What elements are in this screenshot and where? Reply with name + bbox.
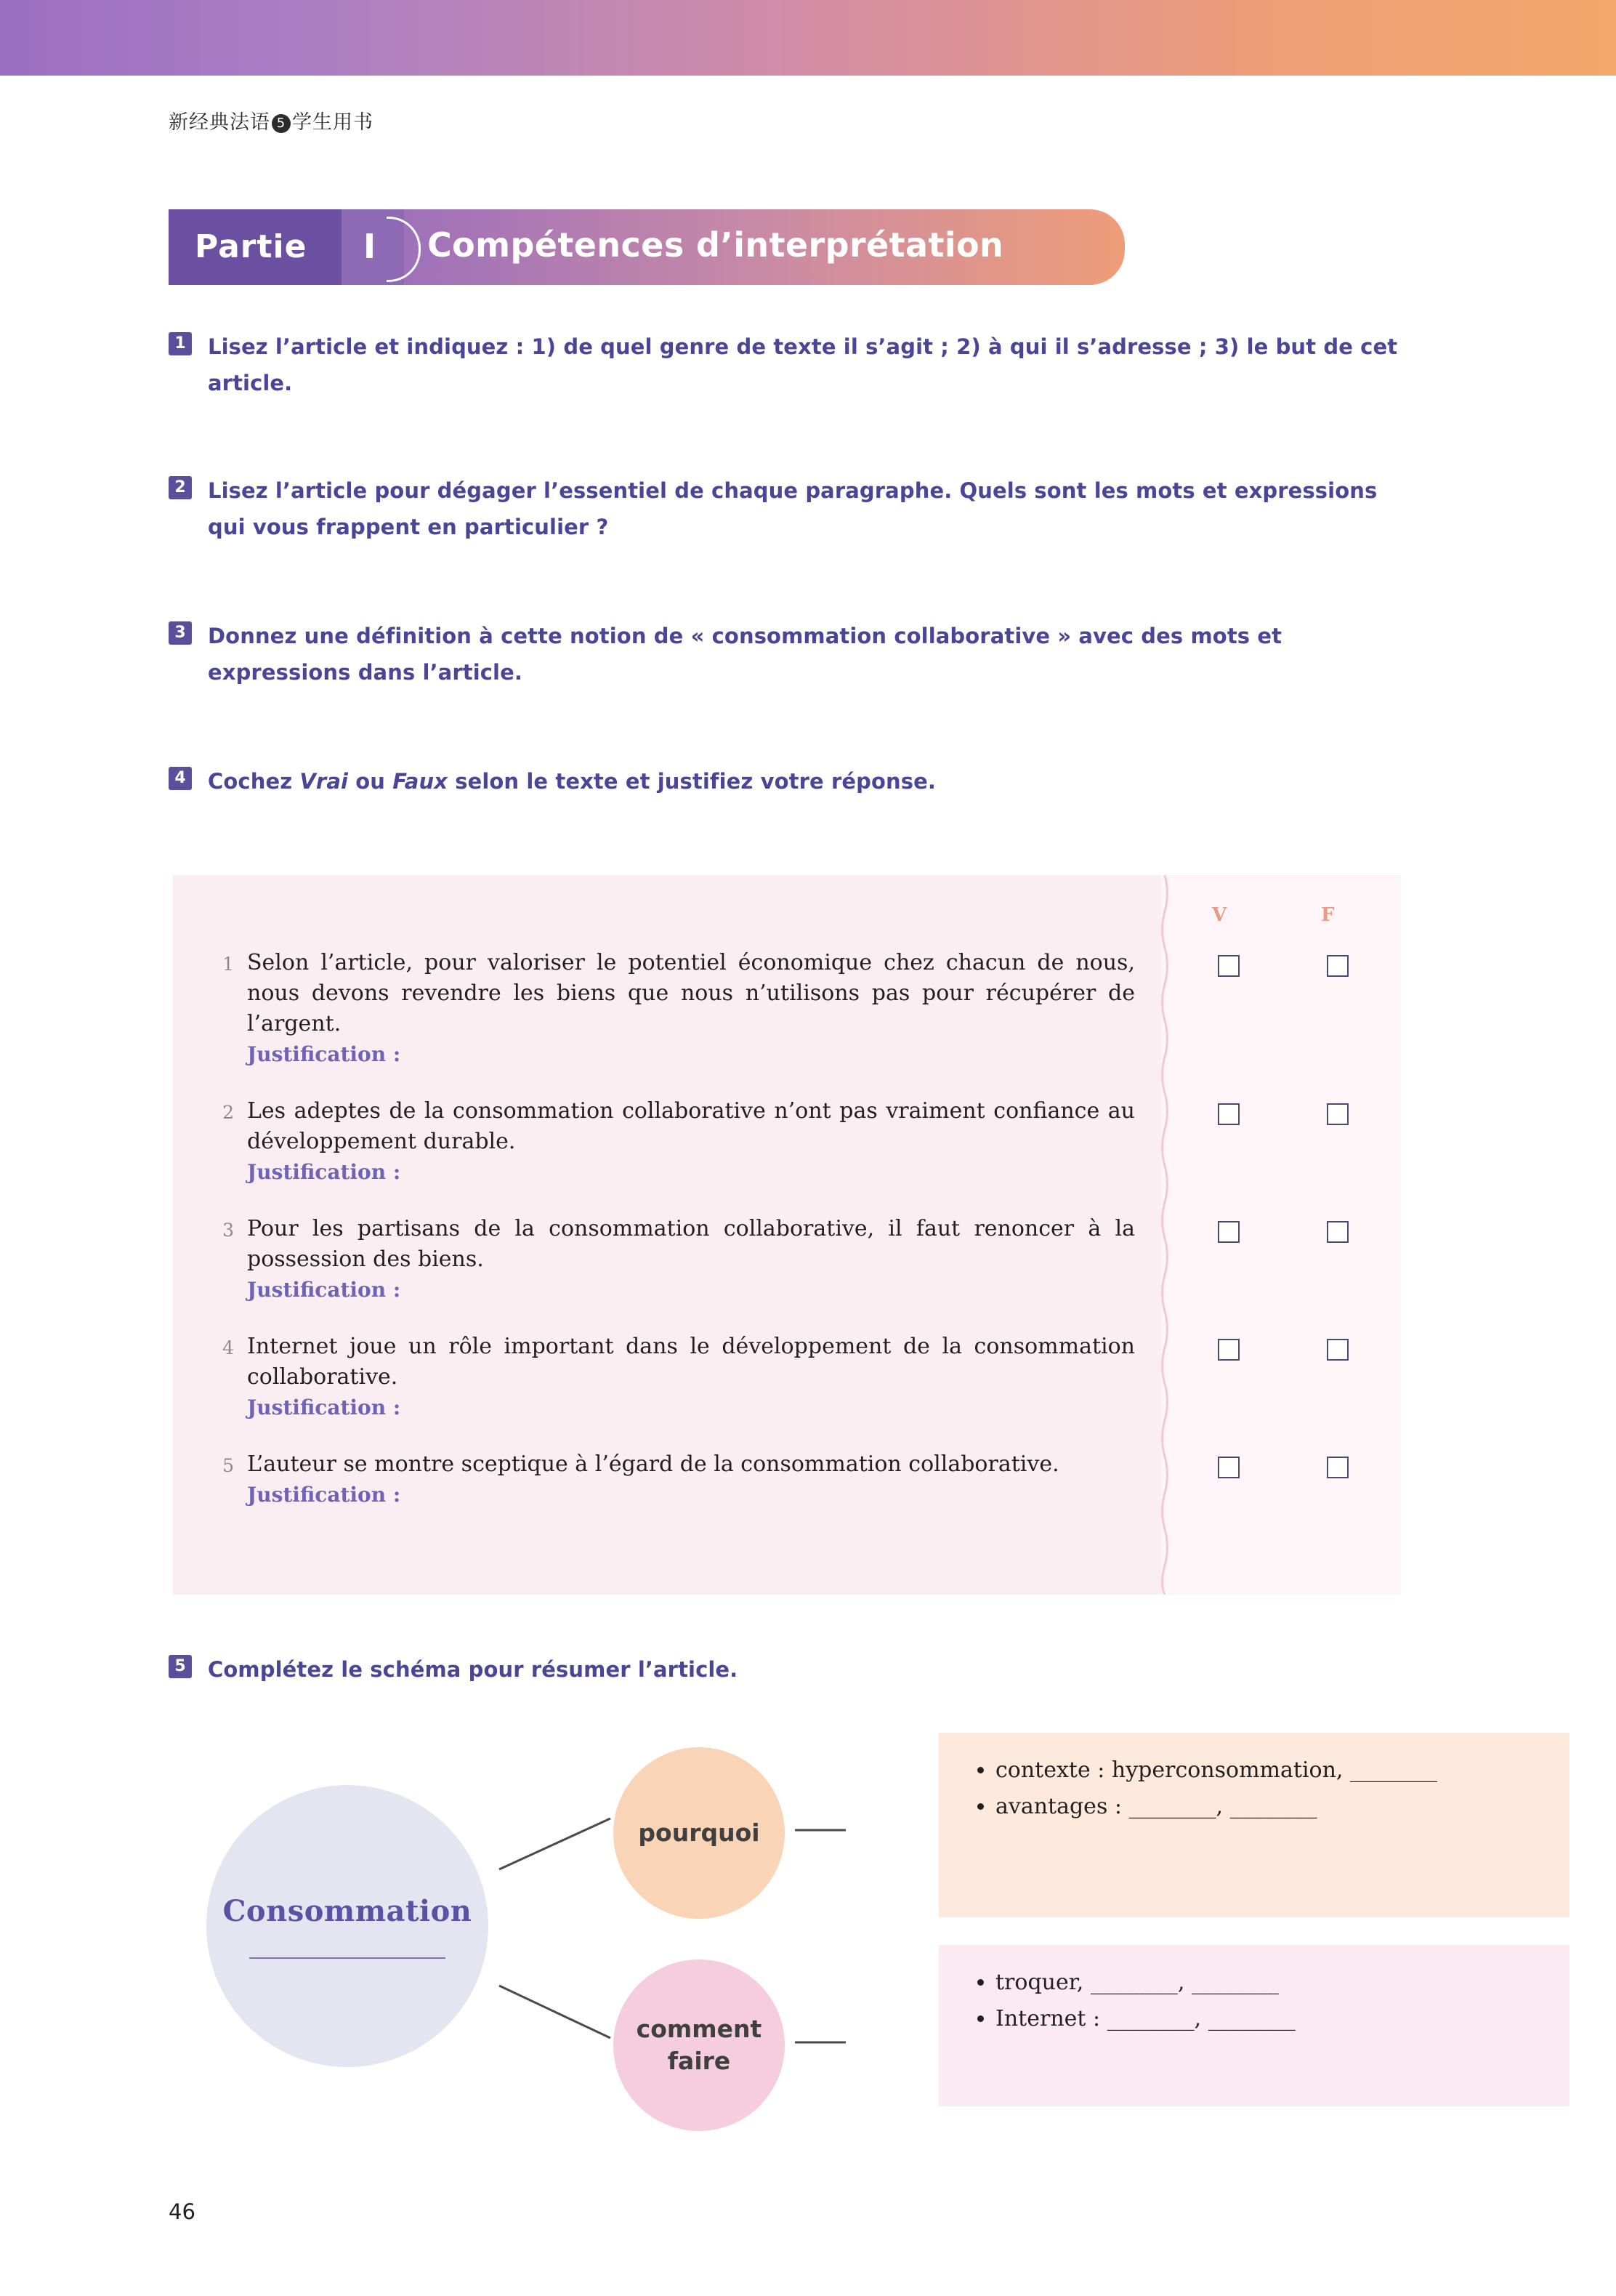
item-2-checkbox-faux[interactable]	[1327, 1103, 1349, 1125]
schema-panel-comment-item-2: • Internet : ________, ________	[995, 2003, 1569, 2035]
vrai-faux-item-3	[212, 1214, 1135, 1302]
item-3-statement: Pour les partisans de la consommation collaborative, il faut renoncer à la possession des biens.	[247, 1216, 1135, 1272]
item-2-checkbox-vrai[interactable]	[1218, 1103, 1240, 1125]
item-5-justification-label: Justification :	[247, 1483, 401, 1507]
running-head-volume-number: 5	[272, 114, 291, 133]
question-4-text-middle: ou	[348, 769, 393, 794]
question-4-italic-faux: Faux	[392, 769, 448, 794]
question-4-number: 4	[169, 767, 192, 790]
schema-node-comment-faire	[613, 1959, 785, 2131]
schema-panel-pourquoi-item-1: • contexte : hyperconsommation, ________	[995, 1755, 1569, 1787]
question-5	[169, 1651, 1404, 1688]
top-gradient-band	[0, 0, 1616, 76]
schema-node-pourquoi-label: pourquoi	[638, 1818, 760, 1847]
question-1-number: 1	[169, 332, 192, 355]
schema-node-comment-line1: comment	[636, 2015, 762, 2043]
schema-node-main	[206, 1785, 488, 2067]
schema-node-comment-labels	[637, 2013, 762, 2077]
item-4-checkbox-faux[interactable]	[1327, 1339, 1349, 1361]
item-2-justification-label: Justification :	[247, 1160, 401, 1184]
question-2	[169, 472, 1404, 545]
schema-main-label: Consommation	[222, 1893, 472, 1928]
item-1-number: 1	[222, 954, 234, 975]
item-1-statement: Selon l’article, pour valoriser le potentiel économique chez chacun de nous, nous devons revendre les biens que nous n’utilisons pas pour récupérer de l’argent.	[247, 950, 1135, 1036]
item-5-statement: L’auteur se montre sceptique à l’égard de la consommation collaborative.	[247, 1451, 1059, 1477]
question-5-number: 5	[169, 1655, 192, 1678]
schema-panel-comment-faire	[939, 1945, 1569, 2106]
question-5-text: Complétez le schéma pour résumer l’article.	[208, 1657, 738, 1682]
item-2-number: 2	[222, 1102, 234, 1123]
vrai-faux-item-2	[212, 1096, 1135, 1184]
schema-panel-comment-item-1: • troquer, ________, ________	[995, 1967, 1569, 1999]
partie-banner	[169, 209, 1125, 285]
item-5-number: 5	[222, 1455, 234, 1476]
schema-panel-pourquoi	[939, 1733, 1569, 1917]
banner-title: Compétences d’interprétation	[427, 225, 1004, 265]
schema-node-pourquoi	[613, 1747, 785, 1919]
question-1	[169, 329, 1404, 401]
vrai-faux-panel	[173, 875, 1401, 1595]
schema-main-blank[interactable]	[249, 1956, 445, 1959]
item-4-justification-label: Justification :	[247, 1395, 401, 1419]
item-2-statement: Les adeptes de la consommation collaborative n’ont pas vraiment confiance au développement durable.	[247, 1098, 1135, 1154]
item-4-statement: Internet joue un rôle important dans le développement de la consommation collaborative.	[247, 1334, 1135, 1390]
question-4-text-before: Cochez	[208, 769, 300, 794]
question-2-text: Lisez l’article pour dégager l’essentiel de chaque paragraphe. Quels sont les mots et expressions qui vous frappent en particulier ?	[208, 478, 1378, 539]
page-number: 46	[169, 2199, 195, 2224]
item-1-justification-label: Justification :	[247, 1042, 401, 1066]
question-4-italic-vrai: Vrai	[299, 769, 349, 794]
wavy-divider-icon	[1160, 875, 1170, 1595]
column-header-faux: F	[1321, 904, 1335, 926]
summary-schema	[169, 1730, 1437, 2108]
item-4-checkbox-vrai[interactable]	[1218, 1339, 1240, 1361]
item-5-checkbox-vrai[interactable]	[1218, 1457, 1240, 1478]
question-4-text	[208, 763, 1404, 799]
vrai-faux-item-4	[212, 1332, 1135, 1419]
item-3-justification-label: Justification :	[247, 1278, 401, 1302]
question-3-number: 3	[169, 621, 192, 645]
item-3-checkbox-vrai[interactable]	[1218, 1221, 1240, 1243]
question-4	[169, 763, 1404, 799]
question-2-number: 2	[169, 476, 192, 499]
question-3-text: Donnez une définition à cette notion de « consommation collaborative » avec des mots et expressions dans l’article.	[208, 624, 1282, 685]
item-1-checkbox-vrai[interactable]	[1218, 955, 1240, 977]
vrai-faux-right-column	[1161, 875, 1401, 1595]
question-3	[169, 618, 1404, 690]
vrai-faux-item-5	[212, 1449, 1135, 1507]
running-head-post: 学生用书	[292, 111, 373, 134]
banner-partie-number: I	[363, 227, 376, 266]
item-5-checkbox-faux[interactable]	[1327, 1457, 1349, 1478]
column-header-vrai: V	[1212, 904, 1227, 926]
item-4-number: 4	[222, 1337, 234, 1358]
item-1-checkbox-faux[interactable]	[1327, 955, 1349, 977]
running-head-pre: 新经典法语	[169, 111, 270, 134]
question-4-text-after: selon le texte et justifiez votre réponse.	[448, 769, 937, 794]
schema-panel-pourquoi-item-2: • avantages : ________, ________	[995, 1791, 1569, 1823]
running-head	[169, 106, 373, 134]
question-1-text: Lisez l’article et indiquez : 1) de quel genre de texte il s’agit ; 2) à qui il s’adresse ; 3) le but de cet article.	[208, 334, 1398, 395]
item-3-number: 3	[222, 1220, 234, 1241]
item-3-checkbox-faux[interactable]	[1327, 1221, 1349, 1243]
banner-partie-label: Partie	[195, 228, 307, 265]
vrai-faux-item-1	[212, 948, 1135, 1066]
schema-node-comment-line2: faire	[667, 2047, 731, 2075]
